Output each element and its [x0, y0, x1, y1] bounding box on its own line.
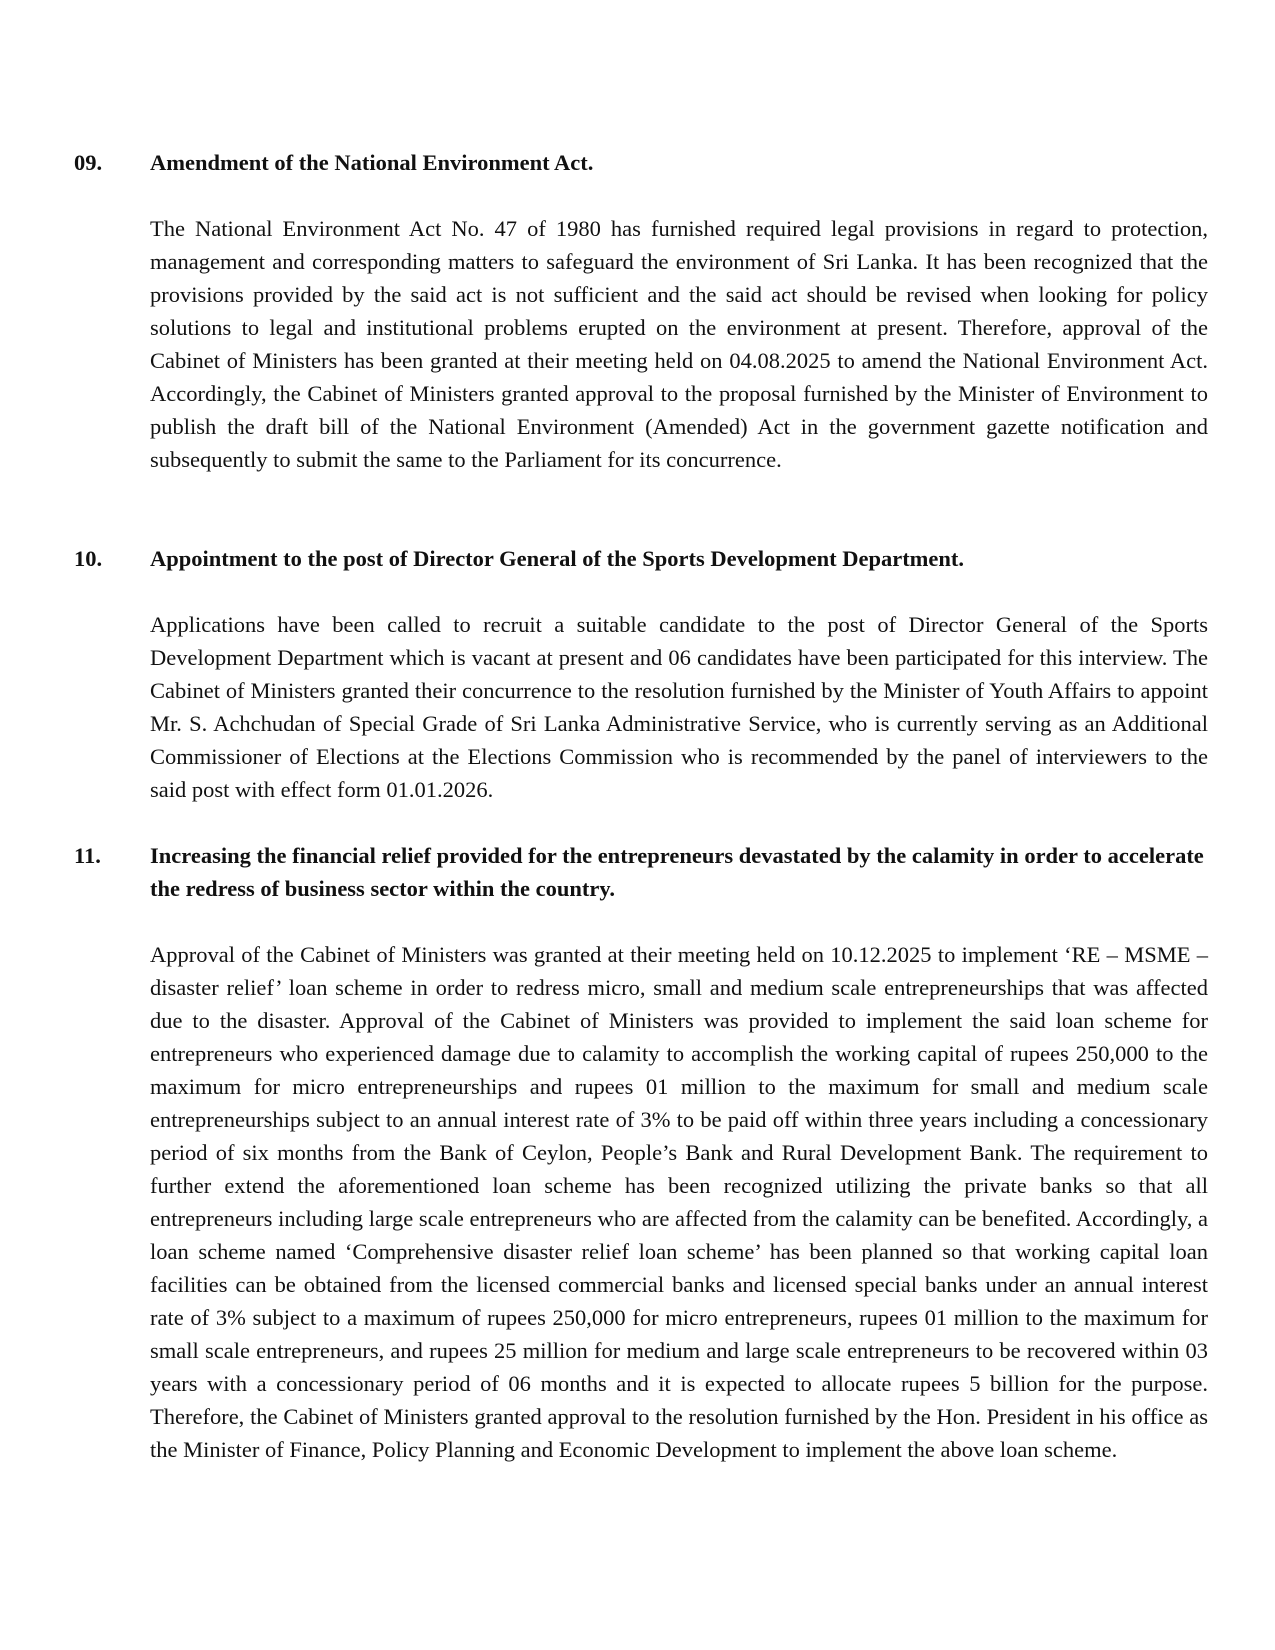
section-number: 11.: [74, 843, 101, 868]
section-body: The National Environment Act No. 47 of 1980 has furnished required legal provisions in regard to protection, management and corresponding matters to safeguard the environment of Sri Lanka. It has been recognized that the provisions provided by the said act is not sufficient and the said act should be revised when looking for policy solutions to legal and institutional problems erupted on the environment at present. Therefore, approval of the Cabinet of Ministers has been granted at their meeting held on 04.08.2025 to amend the National Environment Act. Accordingly, the Cabinet of Ministers granted approval to the proposal furnished by the Minister of Environment to publish the draft bill of the National Environment (Amended) Act in the government gazette notification and subsequently to submit the same to the Parliament for its concurrence.: [150, 216, 1208, 472]
section-number: 10.: [74, 546, 103, 571]
section-title: Amendment of the National Environment Act.: [150, 150, 594, 175]
section-title: Increasing the financial relief provided for the entrepreneurs devastated by the calamity in order to accelerate the redress of business sector within the country.: [150, 843, 1204, 901]
section-body: Applications have been called to recruit a suitable candidate to the post of Director General of the Sports Development Department which is vacant at present and 06 candidates have been participated for this interview. The Cabinet of Ministers granted their concurrence to the resolution furnished by the Minister of Youth Affairs to appoint Mr. S. Achchudan of Special Grade of Sri Lanka Administrative Service, who is currently serving as an Additional Commissioner of Elections at the Elections Commission who is recommended by the panel of interviewers to the said post with effect form 01.01.2026.: [150, 612, 1208, 802]
section-number: 09.: [74, 150, 103, 175]
section-body: Approval of the Cabinet of Ministers was granted at their meeting held on 10.12.2025 to implement ‘RE – MSME – disaster relief’ loan scheme in order to redress micro, small and medium scale entrepreneurships that was affected due to the disaster. Approval of the Cabinet of Ministers was provided to implement the said loan scheme for entrepreneurs who experienced damage due to calamity to accomplish the working capital of rupees 250,000 to the maximum for micro entrepreneurships and rupees 01 million to the maximum for small and medium scale entrepreneurships subject to an annual interest rate of 3% to be paid off within three years including a concessionary period of six months from the Bank of Ceylon, People’s Bank and Rural Development Bank. The requirement to further extend the aforementioned loan scheme has been recognized utilizing the private banks so that all entrepreneurs including large scale entrepreneurs who are affected from the calamity can be benefited. Accordingly, a loan scheme named ‘Comprehensive disaster relief loan scheme’ has been planned so that working capital loan facilities can be obtained from the licensed commercial banks and licensed special banks under an annual interest rate of 3% subject to a maximum of rupees 250,000 for micro entrepreneurs, rupees 01 million to the maximum for small scale entrepreneurs, and rupees 25 million for medium and large scale entrepreneurs to be recovered within 03 years with a concessionary period of 06 months and it is expected to allocate rupees 5 billion for the purpose. Therefore, the Cabinet of Ministers granted approval to the resolution furnished by the Hon. President in his office as the Minister of Finance, Policy Planning and Economic Development to implement the above loan scheme.: [150, 942, 1208, 1462]
section-title: Appointment to the post of Director General of the Sports Development Department.: [150, 546, 965, 571]
